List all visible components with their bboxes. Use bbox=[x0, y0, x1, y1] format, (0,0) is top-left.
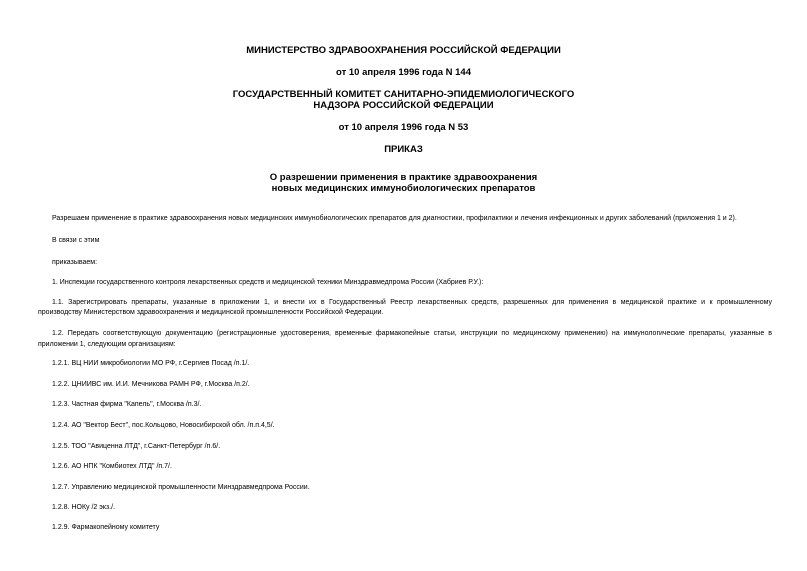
paragraph-1-1-line1: 1.1. Зарегистрировать препараты, указанные в приложении 1, и внести их в Государственный Реестр лекарственных средств, разрешенных для применения в медицинской практике и к промышленному bbox=[52, 299, 772, 306]
committee-heading-line2: НАДЗОРА РОССИЙСКОЙ ФЕДЕРАЦИИ bbox=[313, 100, 494, 111]
list-item-1-2-5: 1.2.5. ТОО "Авиценна ЛТД", г.Санкт-Петербург /п.6/. bbox=[52, 443, 221, 450]
paragraph-regard: В связи с этим bbox=[52, 237, 100, 244]
ministry-order-date: от 10 апреля 1996 года N 144 bbox=[336, 67, 471, 78]
paragraph-1-1-line2: производству Министерством здравоохранения и медицинской промышленности Российской Федерации. bbox=[38, 309, 384, 316]
list-item-1-2-2: 1.2.2. ЦНИИВС им. И.И. Мечникова РАМН РФ, г.Москва /п.2/. bbox=[52, 381, 250, 388]
paragraph-order: приказываем: bbox=[52, 259, 98, 266]
paragraph-1: 1. Инспекции государственного контроля лекарственных средств и медицинской техники Минздравмедпрома России (Хабриев Р.У.): bbox=[52, 279, 484, 286]
list-item-1-2-3: 1.2.3. Частная фирма "Капель", г.Москва /п.3/. bbox=[52, 401, 202, 408]
paragraph-intro: Разрешаем применение в практике здравоохранения новых медицинских иммунобиологических препаратов для диагностики, профилактики и лечения инфекционных и других заболеваний (приложения 1 и 2). bbox=[52, 215, 737, 222]
list-item-1-2-4: 1.2.4. АО "Вектор Бест", пос.Кольцово, Новосибирской обл. /п.п.4,5/. bbox=[52, 422, 275, 429]
list-item-1-2-1: 1.2.1. ВЦ НИИ микробиологии МО РФ, г.Сергиев Посад /п.1/. bbox=[52, 360, 250, 367]
committee-heading-line1: ГОСУДАРСТВЕННЫЙ КОМИТЕТ САНИТАРНО-ЭПИДЕМИОЛОГИЧЕСКОГО bbox=[232, 89, 575, 100]
document-type-title: ПРИКАЗ bbox=[384, 144, 423, 155]
ministry-heading: МИНИСТЕРСТВО ЗДРАВООХРАНЕНИЯ РОССИЙСКОЙ ФЕДЕРАЦИИ bbox=[246, 45, 561, 56]
subject-line2: новых медицинских иммунобиологических препаратов bbox=[271, 183, 536, 194]
list-item-1-2-6: 1.2.6. АО НПК "Комбиотех ЛТД" /п.7/. bbox=[52, 463, 172, 470]
list-item-1-2-9: 1.2.9. Фармакопейному комитету bbox=[52, 524, 160, 531]
paragraph-1-2-line2: приложении 1, следующим организациям: bbox=[38, 341, 176, 348]
list-item-1-2-8: 1.2.8. НОКу /2 экз./. bbox=[52, 504, 116, 511]
list-item-1-2-7: 1.2.7. Управлению медицинской промышленности Минздравмедпрома России. bbox=[52, 484, 310, 491]
subject-line1: О разрешении применения в практике здравоохранения bbox=[269, 172, 538, 183]
paragraph-1-2-line1: 1.2. Передать соответствующую документацию (регистрационные удостоверения, временные фармакопейные статьи, инструкции по медицинскому применению) на иммунологические препараты, указанные в bbox=[52, 330, 772, 337]
committee-order-date: от 10 апреля 1996 года N 53 bbox=[338, 122, 469, 133]
